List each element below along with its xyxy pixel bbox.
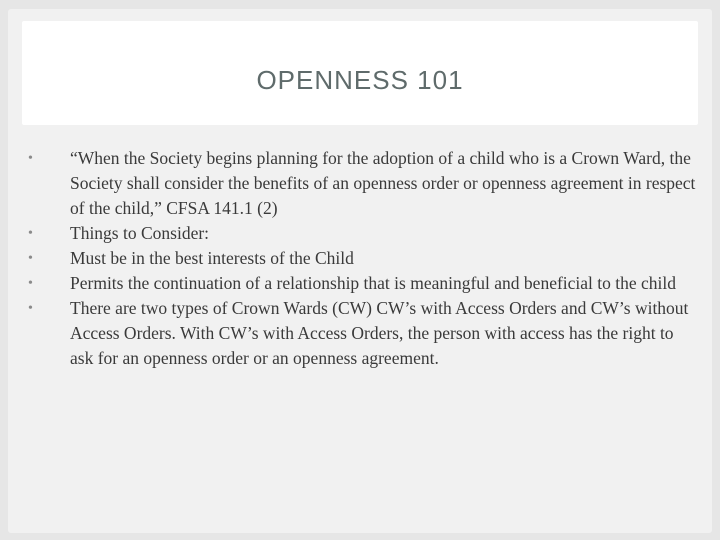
bullet-text: There are two types of Crown Wards (CW) CW’s with Access Orders and CW’s without Access Orders. With CW’s with Access Orders, the person with access has the right to ask for an openness order or an openness agreement. — [70, 298, 689, 368]
bullet-text: Must be in the best interests of the Child — [70, 248, 354, 268]
slide — [8, 9, 712, 533]
bullet-icon: • — [28, 301, 33, 316]
bullet-icon: • — [28, 151, 33, 166]
bullet-icon: • — [28, 226, 33, 241]
bullet-icon: • — [28, 251, 33, 266]
title-box — [22, 21, 698, 125]
bullet-item — [26, 246, 698, 271]
bullet-item — [26, 221, 698, 246]
bullet-item — [26, 296, 698, 371]
bullet-item — [26, 271, 698, 296]
bullet-item — [26, 146, 698, 221]
slide-title: OPENNESS 101 — [256, 65, 464, 95]
bullet-text: Permits the continuation of a relationship that is meaningful and beneficial to the child — [70, 273, 677, 293]
bullet-icon: • — [28, 276, 33, 291]
bullet-list — [26, 146, 698, 371]
bullet-text: “When the Society begins planning for the adoption of a child who is a Crown Ward, the Society shall consider the benefits of an openness order or openness agreement in respect of the child,” CFSA 141.1 (2) — [70, 148, 696, 218]
bullet-text: Things to Consider: — [70, 223, 210, 243]
